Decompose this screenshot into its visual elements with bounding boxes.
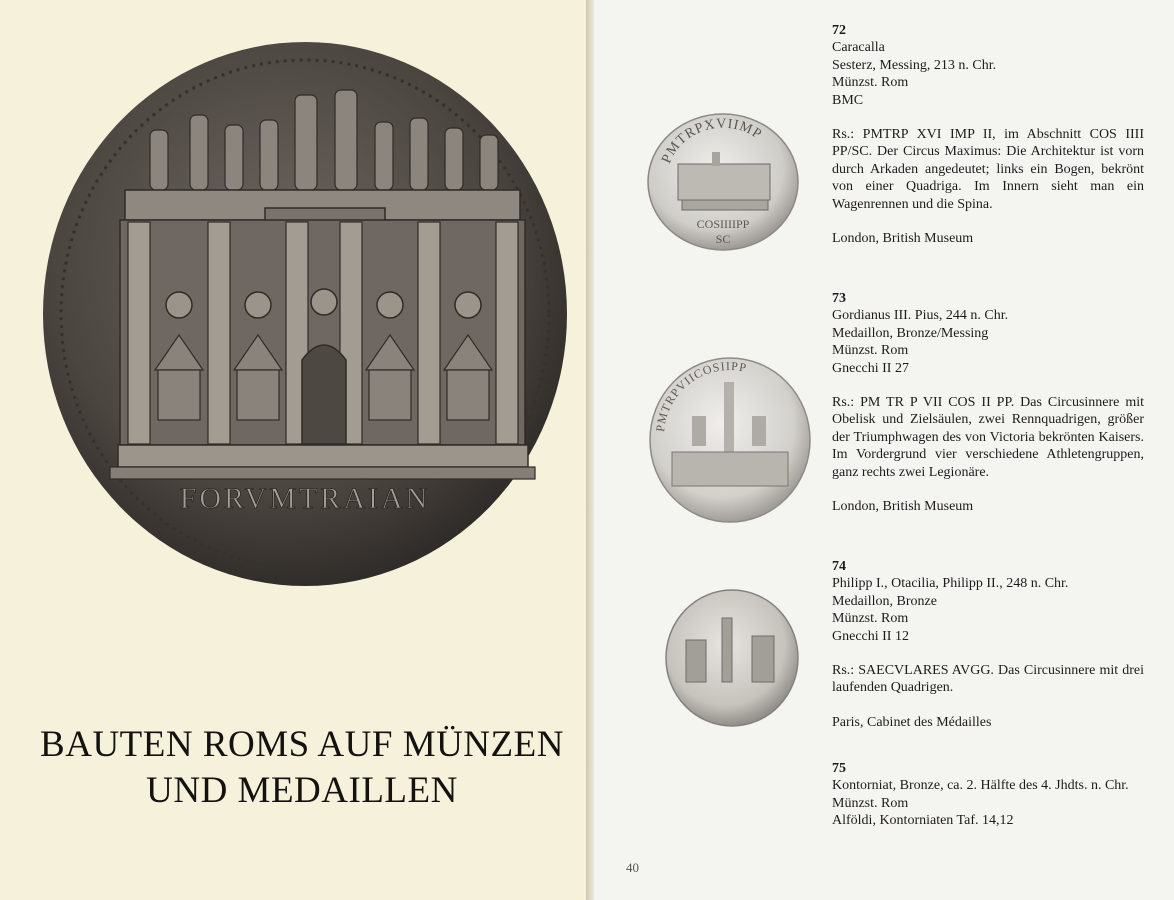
page-number: 40 bbox=[626, 860, 639, 875]
entry-number: 72 bbox=[832, 23, 846, 38]
catalog-entry-73 bbox=[832, 290, 1144, 515]
entry-number: 74 bbox=[832, 559, 846, 574]
coin-73-legend-top: PMTRPVIICOSIIPP bbox=[653, 358, 749, 433]
entry-number: 73 bbox=[832, 291, 846, 306]
entry-number: 75 bbox=[832, 761, 846, 776]
entry-ruler: Gordianus III. Pius, 244 n. Chr. bbox=[832, 308, 1009, 324]
entry-description: Rs.: SAECVLARES AVGG. Das Circusinnere mit drei laufenden Quadrigen. bbox=[832, 663, 1144, 696]
entry-reference: Alföldi, Kontorniaten Taf. 14,12 bbox=[832, 813, 1014, 829]
book-title-line-1: BAUTEN ROMS AUF MÜNZEN bbox=[40, 724, 564, 765]
entry-material: Medaillon, Bronze bbox=[832, 593, 937, 609]
entry-ruler: Philipp I., Otacilia, Philipp II., 248 n. Chr. bbox=[832, 576, 1069, 592]
catalog-entry-72 bbox=[832, 22, 1144, 247]
entry-reference: Gnecchi II 27 bbox=[832, 360, 909, 376]
coin-72-legend-bottom: COSIIIIPP bbox=[696, 217, 750, 231]
entry-location: London, British Museum bbox=[832, 499, 974, 515]
book-gutter bbox=[586, 0, 594, 900]
entry-location: London, British Museum bbox=[832, 231, 974, 247]
coin-72-image bbox=[646, 112, 800, 252]
entry-description: Rs.: PMTRP XVI IMP II, im Abschnitt COS IIII PP/SC. Der Circus Maximus: Die Architektur ist vorn durch Arkaden angedeutet; links ein Bogen, bekrönt von einer Quadriga. Im Innern sieht man ein Wagenrennen und die Spina. bbox=[832, 127, 1144, 212]
entry-ruler: Kontorniat, Bronze, ca. 2. Hälfte des 4. Jhdts. n. Chr. bbox=[832, 778, 1129, 794]
book-title-line-2: UND MEDAILLEN bbox=[146, 770, 458, 811]
entry-material: Sesterz, Messing, 213 n. Chr. bbox=[832, 57, 997, 73]
coin-74-image bbox=[664, 588, 800, 728]
entry-ruler: Caracalla bbox=[832, 40, 885, 56]
coin-72-legend-top: PMTRPXVIIMP bbox=[659, 116, 765, 166]
catalog-entry-74 bbox=[832, 558, 1144, 731]
entry-mint: Münzst. Rom bbox=[832, 343, 909, 359]
entry-mint: Münzst. Rom bbox=[832, 75, 909, 91]
entry-material: Medaillon, Bronze/Messing bbox=[832, 325, 989, 341]
coin-72-sc: SC bbox=[715, 232, 731, 246]
book-title bbox=[0, 722, 604, 814]
coin-73-image bbox=[648, 356, 812, 524]
entry-reference: Gnecchi II 12 bbox=[832, 628, 909, 644]
cover-coin-legend: FORVMTRAIAN bbox=[179, 482, 431, 515]
entry-mint: Münzst. Rom bbox=[832, 795, 909, 811]
cover-coin-image bbox=[40, 40, 570, 588]
entry-mint: Münzst. Rom bbox=[832, 611, 909, 627]
entry-description: Rs.: PM TR P VII COS II PP. Das Circusinnere mit Obelisk und Zielsäulen, zwei Rennquadrigen, größer der Triumphwagen des von Victoria bekrönten Kaisers. Im Vordergrund vier verschiedene Athletengruppen, ganz rechts zwei Legionäre. bbox=[832, 395, 1144, 480]
catalog-entry-75 bbox=[832, 760, 1144, 830]
entry-reference: BMC bbox=[832, 92, 864, 108]
entry-location: Paris, Cabinet des Médailles bbox=[832, 714, 992, 730]
